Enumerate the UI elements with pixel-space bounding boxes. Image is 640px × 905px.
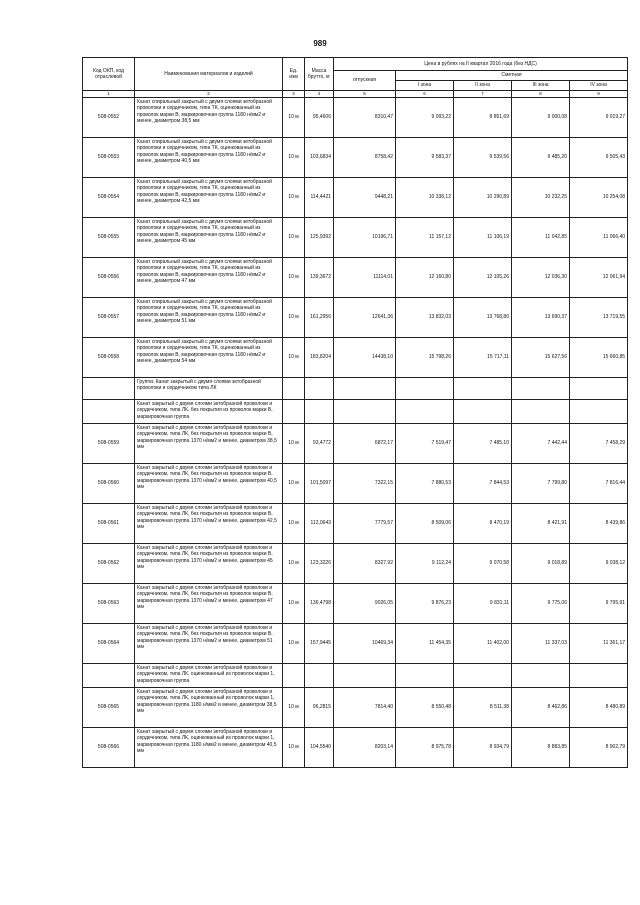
cell-unit: 10 м bbox=[283, 623, 305, 663]
column-number: 7 bbox=[454, 91, 512, 98]
cell-unit: 10 м bbox=[283, 583, 305, 623]
column-number: 3 bbox=[283, 91, 305, 98]
cell-zone-3-price: 7 442,44 bbox=[512, 423, 570, 463]
cell-unit: 10 м bbox=[283, 503, 305, 543]
cell-release-price: 8758,42 bbox=[334, 137, 396, 177]
cell-release-price: 10196,71 bbox=[334, 217, 396, 257]
table-row bbox=[83, 337, 628, 377]
cell-unit: 10 м bbox=[283, 257, 305, 297]
cell-release-price: 7779,57 bbox=[334, 503, 396, 543]
cell-zone-3-price: 8 883,85 bbox=[512, 727, 570, 767]
cell-name: Канат спиральный закрытый с двумя слоями зетобразной проволоки и сердечником, типа ТК, оцинкованный из проволок марки В, маркировочная группа 1180 н/мм2 и менее, диаметром 47 мм bbox=[135, 257, 283, 297]
cell-zone-2-price bbox=[454, 663, 512, 687]
cell-name: Канат закрытый с двумя слоями зетобразной проволоки и сердечником, типа ЛК, без покрытия из проволок марки В, маркировочная группа 1370 н/мм2 и менее, диаметром 42,5 мм bbox=[135, 503, 283, 543]
cell-zone-4-price: 9 795,91 bbox=[570, 583, 628, 623]
cell-zone-4-price: 9 019,27 bbox=[570, 97, 628, 137]
cell-zone-1-price: 12 160,80 bbox=[396, 257, 454, 297]
cell-zone-3-price bbox=[512, 663, 570, 687]
cell-zone-1-price: 7 880,53 bbox=[396, 463, 454, 503]
cell-zone-4-price bbox=[570, 663, 628, 687]
cell-name: Канат закрытый с двумя слоями зетобразной проволоки и сердечником, типа ЛК, без покрытия из проволок марки В, маркировочная группа 1370 н/мм2 и менее, диаметром 51 мм bbox=[135, 623, 283, 663]
cell-mass: 123,3226 bbox=[305, 543, 334, 583]
cell-zone-2-price: 15 717,11 bbox=[454, 337, 512, 377]
table-row bbox=[83, 423, 628, 463]
table-row bbox=[83, 297, 628, 337]
header-name: Наименования материалов и изделий bbox=[135, 58, 283, 91]
table-row bbox=[83, 583, 628, 623]
cell-code: 508-0556 bbox=[83, 257, 135, 297]
cell-code: 508-0564 bbox=[83, 623, 135, 663]
cell-zone-3-price: 9 485,20 bbox=[512, 137, 570, 177]
cell-zone-4-price: 10 254,08 bbox=[570, 177, 628, 217]
cell-zone-4-price: 13 719,55 bbox=[570, 297, 628, 337]
cell-zone-4-price: 15 660,85 bbox=[570, 337, 628, 377]
cell-code: 508-0553 bbox=[83, 137, 135, 177]
cell-zone-4-price: 7 816,44 bbox=[570, 463, 628, 503]
cell-name: Канат закрытый с двумя слоями зетобразной проволоки и сердечником, типа ЛК, без покрытия из проволок марки В, маркировочная группа 1370 н/мм2 и менее, диаметром 45 мм bbox=[135, 543, 283, 583]
subgroup-row bbox=[83, 663, 628, 687]
cell-release-price: 8203,14 bbox=[334, 727, 396, 767]
cell-zone-1-price: 9 876,23 bbox=[396, 583, 454, 623]
cell-release-price: 7814,40 bbox=[334, 687, 396, 727]
cell-mass: 136,4798 bbox=[305, 583, 334, 623]
table-row bbox=[83, 543, 628, 583]
cell-zone-1-price: 11 157,12 bbox=[396, 217, 454, 257]
cell-zone-3-price: 9 018,89 bbox=[512, 543, 570, 583]
column-number: 8 bbox=[512, 91, 570, 98]
table-row bbox=[83, 217, 628, 257]
page-number: 989 bbox=[313, 39, 327, 48]
cell-release-price: 10469,34 bbox=[334, 623, 396, 663]
cell-zone-4-price: 9 505,43 bbox=[570, 137, 628, 177]
cell-zone-2-price: 8 934,79 bbox=[454, 727, 512, 767]
cell-unit: 10 м bbox=[283, 177, 305, 217]
cell-zone-1-price: 9 093,22 bbox=[396, 97, 454, 137]
cell-unit bbox=[283, 377, 305, 399]
cell-release-price: 8327,92 bbox=[334, 543, 396, 583]
cell-mass: 157,9445 bbox=[305, 623, 334, 663]
cell-mass: 96,2815 bbox=[305, 687, 334, 727]
group-row bbox=[83, 377, 628, 399]
cell-zone-4-price: 8 480,89 bbox=[570, 687, 628, 727]
cell-zone-3-price: 8 462,86 bbox=[512, 687, 570, 727]
column-number: 1 bbox=[83, 91, 135, 98]
column-number: 4 bbox=[305, 91, 334, 98]
cell-code bbox=[83, 377, 135, 399]
cell-unit: 10 м bbox=[283, 463, 305, 503]
cell-unit: 10 м bbox=[283, 137, 305, 177]
cell-zone-3-price: 12 036,30 bbox=[512, 257, 570, 297]
cell-release-price: 11114,01 bbox=[334, 257, 396, 297]
header-zone-1: I зона bbox=[396, 81, 454, 91]
cell-mass bbox=[305, 399, 334, 423]
cell-zone-3-price: 13 690,37 bbox=[512, 297, 570, 337]
cell-zone-4-price: 7 458,29 bbox=[570, 423, 628, 463]
cell-zone-3-price: 9 775,06 bbox=[512, 583, 570, 623]
cell-code bbox=[83, 663, 135, 687]
cell-name: Канат закрытый с двумя слоями зетобразной проволоки и сердечником, типа ЛК, без покрытия из проволок марки В, маркировочная группа 1370 н/мм2 и менее, диаметром 40,5 мм bbox=[135, 463, 283, 503]
cell-mass: 183,8204 bbox=[305, 337, 334, 377]
cell-name: Канат спиральный закрытый с двумя слоями зетобразной проволоки и сердечником, типа ТК, оцинкованный из проволок марки В, маркировочная группа 1180 н/мм2 и менее, диаметром 51 мм bbox=[135, 297, 283, 337]
cell-zone-1-price: 15 798,26 bbox=[396, 337, 454, 377]
cell-name: Канат спиральный закрытый с двумя слоями зетобразной проволоки и сердечником, типа ТК, оцинкованный из проволок марки В, маркировочная группа 1180 н/мм2 и менее, диаметром 38,5 мм bbox=[135, 97, 283, 137]
cell-zone-1-price: 8 975,78 bbox=[396, 727, 454, 767]
cell-code: 508-0560 bbox=[83, 463, 135, 503]
cell-zone-2-price bbox=[454, 399, 512, 423]
cell-release-price: 14438,10 bbox=[334, 337, 396, 377]
cell-zone-2-price: 9 539,56 bbox=[454, 137, 512, 177]
cell-release-price: 7322,15 bbox=[334, 463, 396, 503]
cell-name: Канат спиральный закрытый с двумя слоями зетобразной проволоки и сердечником, типа ТК, оцинкованный из проволок марки В, маркировочная группа 1180 н/мм2 и менее, диаметром 45 мм bbox=[135, 217, 283, 257]
cell-zone-2-price: 7 485,10 bbox=[454, 423, 512, 463]
cell-zone-2-price: 8 511,38 bbox=[454, 687, 512, 727]
cell-zone-4-price: 9 038,12 bbox=[570, 543, 628, 583]
header-zone-3: III зона bbox=[512, 81, 570, 91]
cell-unit: 10 м bbox=[283, 337, 305, 377]
cell-release-price: 8310,47 bbox=[334, 97, 396, 137]
header-zone-4: IV зона bbox=[570, 81, 628, 91]
cell-release-price: 9448,21 bbox=[334, 177, 396, 217]
column-number: 2 bbox=[135, 91, 283, 98]
cell-zone-2-price: 11 106,19 bbox=[454, 217, 512, 257]
cell-code bbox=[83, 399, 135, 423]
table-row bbox=[83, 137, 628, 177]
header-release: отпускная bbox=[334, 71, 396, 91]
table-row bbox=[83, 727, 628, 767]
cell-zone-3-price: 8 421,91 bbox=[512, 503, 570, 543]
column-number: 5 bbox=[334, 91, 396, 98]
cell-zone-3-price: 11 337,03 bbox=[512, 623, 570, 663]
cell-zone-2-price: 13 768,80 bbox=[454, 297, 512, 337]
cell-code: 508-0559 bbox=[83, 423, 135, 463]
table-row bbox=[83, 623, 628, 663]
cell-name: Канат закрытый с двумя слоями зетобразной проволоки и сердечником, типа ЛК, без покрытия из проволок марки В, маркировочная группа 1370 н/мм2 и менее, диаметром 38,5 мм bbox=[135, 423, 283, 463]
cell-mass: 95,4606 bbox=[305, 97, 334, 137]
cell-release-price: 9026,05 bbox=[334, 583, 396, 623]
cell-zone-2-price: 8 851,69 bbox=[454, 97, 512, 137]
cell-zone-3-price: 7 799,80 bbox=[512, 463, 570, 503]
table-row bbox=[83, 503, 628, 543]
cell-mass bbox=[305, 663, 334, 687]
cell-zone-3-price: 15 627,56 bbox=[512, 337, 570, 377]
cell-unit: 10 м bbox=[283, 687, 305, 727]
cell-name: Канат спиральный закрытый с двумя слоями зетобразной проволоки и сердечником, типа ТК, оцинкованный из проволок марки В, маркировочная группа 1180 н/мм2 и менее, диаметром 40,5 мм bbox=[135, 137, 283, 177]
cell-mass: 93,4772 bbox=[305, 423, 334, 463]
cell-zone-2-price bbox=[454, 377, 512, 399]
cell-mass: 161,2956 bbox=[305, 297, 334, 337]
cell-code: 508-0563 bbox=[83, 583, 135, 623]
cell-unit: 10 м bbox=[283, 217, 305, 257]
cell-name: Канат закрытый с двумя слоями зетобразной проволоки и сердечником, типа ЛК, без покрытия из проволок марки В, маркировочная группа 1370 н/мм2 и менее, диаметром 47 мм bbox=[135, 583, 283, 623]
cell-mass: 139,3672 bbox=[305, 257, 334, 297]
cell-code: 508-0558 bbox=[83, 337, 135, 377]
cell-zone-2-price: 9 070,58 bbox=[454, 543, 512, 583]
cell-code: 508-0555 bbox=[83, 217, 135, 257]
cell-zone-1-price bbox=[396, 377, 454, 399]
cell-zone-1-price: 7 519,47 bbox=[396, 423, 454, 463]
cell-release-price bbox=[334, 663, 396, 687]
cell-mass bbox=[305, 377, 334, 399]
cell-unit: 10 м bbox=[283, 543, 305, 583]
cell-zone-1-price: 9 583,37 bbox=[396, 137, 454, 177]
cell-zone-1-price bbox=[396, 663, 454, 687]
cell-zone-4-price: 11 066,40 bbox=[570, 217, 628, 257]
cell-code: 508-0552 bbox=[83, 97, 135, 137]
cell-zone-3-price: 10 232,25 bbox=[512, 177, 570, 217]
cell-code: 508-0561 bbox=[83, 503, 135, 543]
cell-code: 508-0566 bbox=[83, 727, 135, 767]
price-table bbox=[82, 57, 628, 768]
cell-zone-3-price bbox=[512, 399, 570, 423]
cell-unit bbox=[283, 663, 305, 687]
column-number: 6 bbox=[396, 91, 454, 98]
table-row bbox=[83, 177, 628, 217]
cell-mass: 101,5097 bbox=[305, 463, 334, 503]
cell-name: Канат закрытый с двумя слоями зетобразной проволоки и сердечником, типа ЛК, оцинкованный из проволок марки 1, маркировочная группа 1180 н/мм2 и менее, диаметром 38,5 мм bbox=[135, 687, 283, 727]
cell-mass: 104,5540 bbox=[305, 727, 334, 767]
cell-mass: 112,0643 bbox=[305, 503, 334, 543]
cell-name: Канат спиральный закрытый с двумя слоями зетобразной проволоки и сердечником, типа ТК, оцинкованный из проволок марки В, маркировочная группа 1180 н/мм2 и менее, диаметром 42,5 мм bbox=[135, 177, 283, 217]
cell-name: Канат спиральный закрытый с двумя слоями зетобразной проволоки и сердечником, типа ТК, оцинкованный из проволок марки В, маркировочная группа 1180 н/мм2 и менее, диаметром 54 мм bbox=[135, 337, 283, 377]
header-zone-2: II зона bbox=[454, 81, 512, 91]
cell-zone-4-price: 12 061,94 bbox=[570, 257, 628, 297]
cell-unit: 10 м bbox=[283, 97, 305, 137]
cell-release-price bbox=[334, 377, 396, 399]
cell-zone-2-price: 12 105,26 bbox=[454, 257, 512, 297]
cell-release-price bbox=[334, 399, 396, 423]
cell-zone-1-price bbox=[396, 399, 454, 423]
header-price-group: Цена в рублях на II квартал 2016 года (без НДС) bbox=[334, 58, 628, 71]
cell-zone-2-price: 8 470,19 bbox=[454, 503, 512, 543]
cell-mass: 125,9392 bbox=[305, 217, 334, 257]
cell-zone-1-price: 8 550,48 bbox=[396, 687, 454, 727]
cell-zone-2-price: 7 844,53 bbox=[454, 463, 512, 503]
header-unit: Ед. изм bbox=[283, 58, 305, 91]
cell-zone-1-price: 10 338,12 bbox=[396, 177, 454, 217]
cell-code: 508-0554 bbox=[83, 177, 135, 217]
cell-mass: 114,4421 bbox=[305, 177, 334, 217]
cell-zone-2-price: 9 831,11 bbox=[454, 583, 512, 623]
cell-group-name: Канат закрытый с двумя слоями зетобразной проволоки и сердечником, типа ЛК, оцинкованный из проволок марки 1, маркировочная группа bbox=[135, 663, 283, 687]
table-row bbox=[83, 463, 628, 503]
table-row bbox=[83, 97, 628, 137]
cell-zone-2-price: 11 402,00 bbox=[454, 623, 512, 663]
cell-zone-3-price: 9 000,08 bbox=[512, 97, 570, 137]
cell-zone-2-price: 10 290,89 bbox=[454, 177, 512, 217]
cell-code: 508-0562 bbox=[83, 543, 135, 583]
cell-zone-1-price: 13 832,03 bbox=[396, 297, 454, 337]
table-row bbox=[83, 257, 628, 297]
cell-release-price: 12641,36 bbox=[334, 297, 396, 337]
cell-zone-1-price: 8 509,06 bbox=[396, 503, 454, 543]
column-number: 9 bbox=[570, 91, 628, 98]
cell-group-name: Канат закрытый с двумя слоями зетобразной проволоки и сердечником, типа ЛК, без покрытия из проволок марки В, маркировочная группа bbox=[135, 399, 283, 423]
cell-zone-3-price bbox=[512, 377, 570, 399]
cell-code: 508-0557 bbox=[83, 297, 135, 337]
cell-mass: 103,6834 bbox=[305, 137, 334, 177]
subgroup-row bbox=[83, 399, 628, 423]
cell-unit: 10 м bbox=[283, 727, 305, 767]
header-estimate: Сметная bbox=[396, 71, 628, 81]
cell-group-name: Группа: Канат закрытый с двумя слоями зетобразной проволоки и сердечником типа ЛК bbox=[135, 377, 283, 399]
cell-unit: 10 м bbox=[283, 297, 305, 337]
cell-unit: 10 м bbox=[283, 423, 305, 463]
cell-zone-4-price: 8 902,79 bbox=[570, 727, 628, 767]
cell-zone-1-price: 11 454,35 bbox=[396, 623, 454, 663]
cell-zone-4-price bbox=[570, 377, 628, 399]
cell-code: 508-0565 bbox=[83, 687, 135, 727]
table-row bbox=[83, 687, 628, 727]
cell-zone-4-price: 8 439,86 bbox=[570, 503, 628, 543]
header-mass: Масса брутто, кг bbox=[305, 58, 334, 91]
cell-zone-4-price bbox=[570, 399, 628, 423]
cell-zone-4-price: 11 361,17 bbox=[570, 623, 628, 663]
cell-name: Канат закрытый с двумя слоями зетобразной проволоки и сердечником, типа ЛК, оцинкованный из проволок марки 1, маркировочная группа 1180 н/мм2 и менее, диаметром 40,5 мм bbox=[135, 727, 283, 767]
header-code: Код ОКП, код отраслевой bbox=[83, 58, 135, 91]
cell-zone-1-price: 9 112,24 bbox=[396, 543, 454, 583]
cell-release-price: 6872,17 bbox=[334, 423, 396, 463]
cell-unit bbox=[283, 399, 305, 423]
cell-zone-3-price: 11 042,85 bbox=[512, 217, 570, 257]
